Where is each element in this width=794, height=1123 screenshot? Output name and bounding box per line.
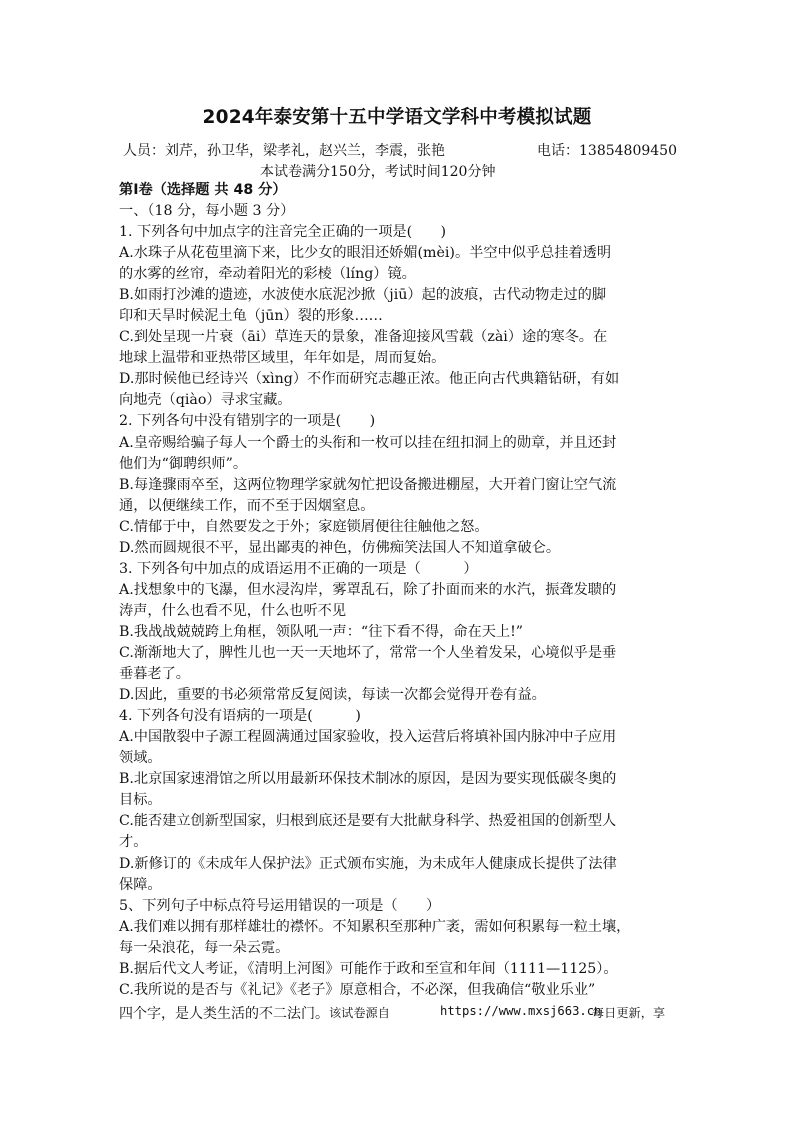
question-line: 的水雾的丝帘，牵动着阳光的彩棱（líng）镜。 — [119, 266, 416, 283]
question-line: 通，以便继续工作，而不至于因烟窒息。 — [119, 497, 375, 514]
question-line: A.找想象中的飞瀑，但水浸沟岸，雾罩乱石，除了扑面而来的水汽，振聋发聩的 — [119, 581, 617, 598]
question-line: B.每逢骤雨卒至，这两位物理学家就匆忙把设备搬进棚屋，大开着门窗让空气流 — [119, 476, 617, 493]
staff-line: 人员：刘芹，孙卫华，梁孝礼，赵兴兰，李震，张艳 — [123, 143, 445, 159]
question-line: D.因此，重要的书必须常常反复阅读，每读一次都会觉得开卷有益。 — [119, 687, 546, 704]
question-line: 2. 下列各句中没有错别字的一项是( ) — [119, 413, 376, 430]
question-line: A.水珠子从花苞里滴下来，比少女的眼泪还娇媚(mèi)。半空中似乎总挂着透明 — [119, 245, 612, 262]
question-line: B.我战战兢兢跨上角框，领队吼一声：“往下看不得，命在天上!” — [119, 623, 524, 640]
question-line: C.情郁于中，自然要发之于外；家庭锁屑便往往触他之怒。 — [119, 518, 489, 535]
question-line: 保障。 — [119, 876, 162, 893]
question-line: 地球上温带和亚热带区域里，年年如是，周而复始。 — [119, 350, 446, 367]
question-line: D.新修订的《未成年人保护法》正式颁布实施，为未成年人健康成长提供了法律 — [119, 855, 617, 872]
question-line: A.我们难以拥有那样雄壮的襟怀。不知累积至那种广袤，需如何积累每一粒土壤， — [119, 918, 631, 935]
question-line: B.据后代文人考证，《清明上河图》可能作于政和至宣和年间（1111—1125）。 — [119, 960, 618, 977]
question-line: D.然而圆规很不平，显出鄙夷的神色，仿佛痴笑法国人不知道拿破仑。 — [119, 539, 561, 556]
question-line: 向地壳（qiào）寻求宝藏。 — [119, 392, 292, 409]
question-line: 4. 下列各句没有语病的一项是( ) — [119, 708, 361, 725]
question-line: 才。 — [119, 834, 148, 851]
question-line: 1. 下列各句中加点字的注音完全正确的一项是( ) — [119, 224, 447, 240]
question-line: B.如雨打沙滩的遗迹，水波使水底泥沙掀（jiū）起的波痕，古代动物走过的脚 — [119, 287, 607, 304]
part-heading: 一、（18 分，每小题 3 分） — [119, 203, 295, 219]
question-line: A.皇帝赐给骗子每人一个爵士的头衔和一枚可以挂在纽扣洞上的勋章，并且还封 — [119, 434, 617, 451]
source-link[interactable]: https://www.mxsj663.cn — [440, 1004, 602, 1018]
question-line: C.到处呈现一片衰（āi）草连天的景象，准备迎接风雪载（zài）途的寒冬。在 — [119, 329, 608, 346]
footer-update: 每日更新，享 — [592, 1006, 666, 1020]
question-line: 3. 下列各句中加点的成语运用不正确的一项是（ ） — [119, 560, 478, 577]
question-line: 每一朵浪花，每一朵云霓。 — [119, 939, 290, 956]
question-line: C.渐渐地大了，脾性儿也一天一天地坏了，常常一个人坐着发呆，心境似乎是垂 — [119, 645, 617, 661]
question-line: C.我所说的是否与《礼记》《老子》原意相合，不必深，但我确信“敬业乐业” — [119, 981, 596, 998]
question-line: C.能否建立创新型国家，归根到底还是要有大批献身科学、热爱祖国的创新型人 — [119, 813, 617, 830]
question-line: A.中国散裂中子源工程圆满通过国家验收，投入运营后将填补国内脉冲中子应用 — [119, 729, 617, 746]
question-line: 印和天旱时候泥土龟（jūn）裂的形象…… — [119, 308, 383, 325]
exam-info: 本试卷满分150分，考试时间120分钟 — [260, 164, 496, 180]
question-line: D.那时候他已经诗兴（xìng）不作而研究志趣正浓。他正向古代典籍钻研，有如 — [119, 371, 620, 388]
footer-text: 四个字，是人类生活的不二法门。 — [119, 1006, 329, 1022]
phone-line: 电话：13854809450 — [537, 143, 677, 159]
question-line: B.北京国家速滑馆之所以用最新环保技术制冰的原因，是因为要实现低碳冬奥的 — [119, 771, 617, 788]
section-heading: 第Ⅰ卷（选择题 共 48 分） — [119, 182, 287, 198]
exam-title: 2024年泰安第十五中学语文学科中考模拟试题 — [202, 107, 592, 128]
question-line: 领域。 — [119, 750, 162, 767]
footer-source: 该试卷源自 — [329, 1006, 390, 1020]
question-line: 目标。 — [119, 792, 162, 809]
question-line: 涛声，什么也看不见，什么也听不见 — [119, 602, 347, 619]
question-line: 5、下列句子中标点符号运用错误的一项是（ ） — [119, 897, 441, 914]
question-line: 他们为“御聘织师”。 — [119, 455, 248, 472]
question-line: 垂暮老了。 — [119, 666, 190, 683]
